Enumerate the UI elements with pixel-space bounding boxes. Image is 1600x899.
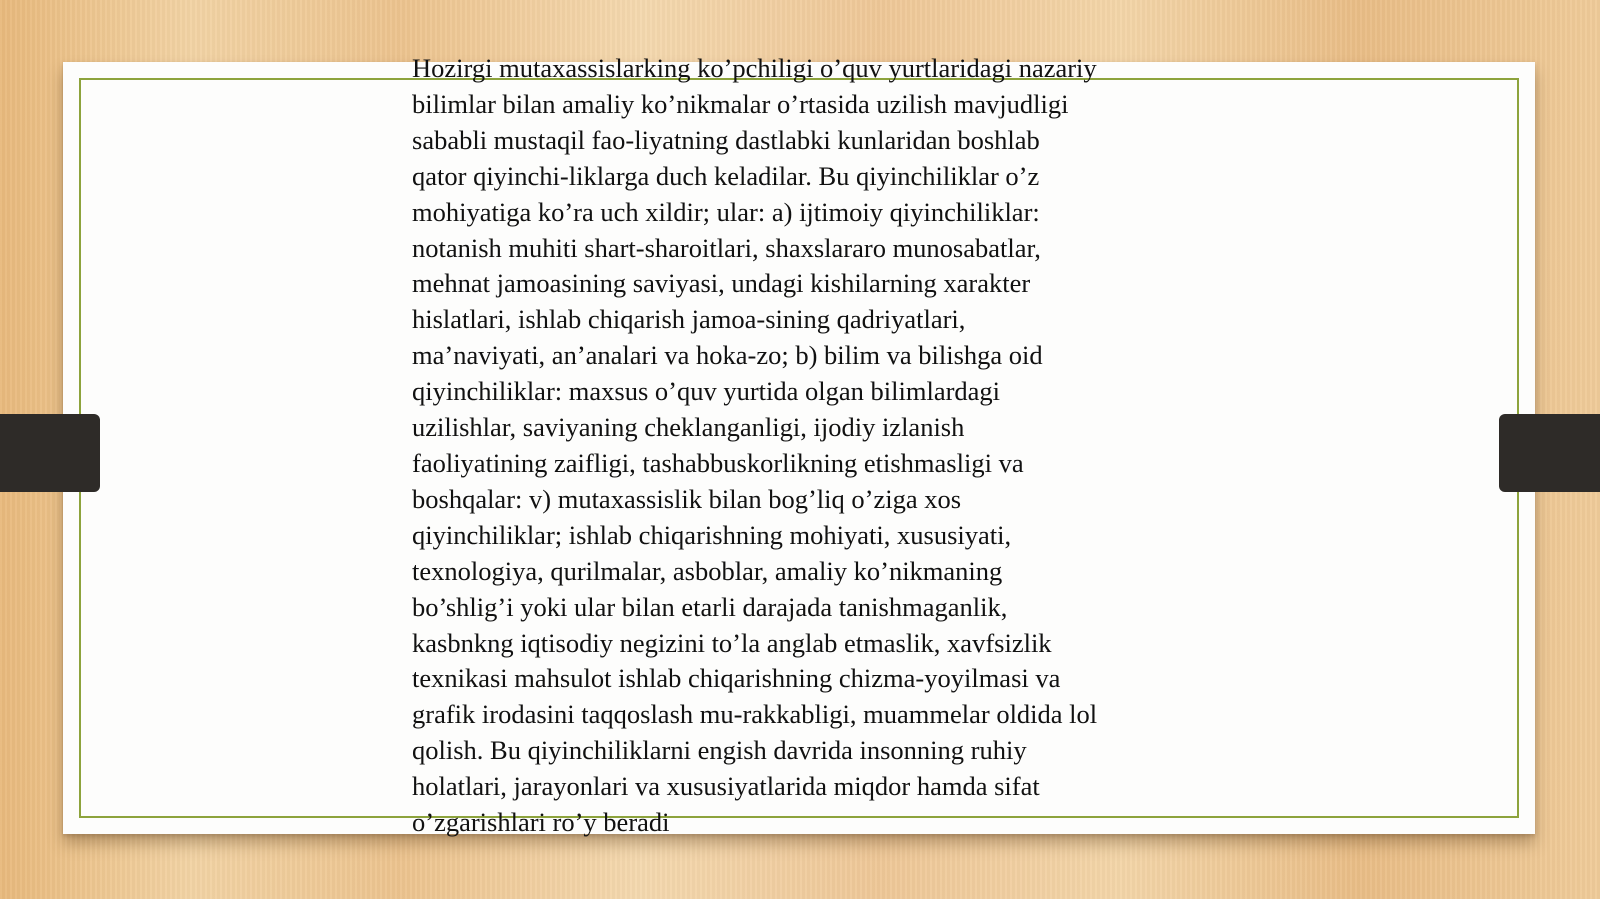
slide-body-text: Hozirgi mutaxassislarking ko’pchiligi o’quv yurtlaridagi nazariy bilimlar bilan amaliy ko’nikmalar o’rtasida uzilish mavjudligi sababli mustaqil fao-liyatning dastlabki kunlaridan boshlab qator qiyinchi-liklarga duch keladilar. Bu qiyinchiliklar o’z mohiyatiga ko’ra uch xildir; ular: a) ijtimoiy qiyinchiliklar: notanish muhiti shart-sharoitlari, shaxslararo munosabatlar, mehnat jamoasining saviyasi, undagi kishilarning xarakter hislatlari, ishlab chiqarish jamoa-sining qadriyatlari, ma’naviyati, an’analari va hoka-zo; b) bilim va bilishga oid qiyinchiliklar: maxsus o’quv yurtida olgan bilimlardagi uzilishlar, saviyaning cheklanganligi, ijodiy izlanish faoliyatining zaifligi, tashabbuskorlikning etishmasligi va boshqalar: v) mutaxassislik bilan bog’liq o’ziga xos qiyinchiliklar; ishlab chiqarishning mohiyati, xususiyati, texnologiya, qurilmalar, asboblar, amaliy ko’nikmaning bo’shlig’i yoki ular bilan etarli darajada tanishmaganlik, kasbnkng iqtisodiy negizini to’la anglab etmaslik, xavfsizlik texnikasi mahsulot ishlab chiqarishning chizma-yoyilmasi va grafik irodasini taqqoslash mu-rakkabligi, muammelar oldida lol qolish. Bu qiyinchiliklarni engish davrida insonning ruhiy holatlari, jarayonlari va xususiyatlarida miqdor hamda sifat o’zgarishlari ro’y beradi [412, 53, 1098, 838]
left-binder-tab [0, 414, 100, 492]
right-binder-tab [1499, 414, 1600, 492]
